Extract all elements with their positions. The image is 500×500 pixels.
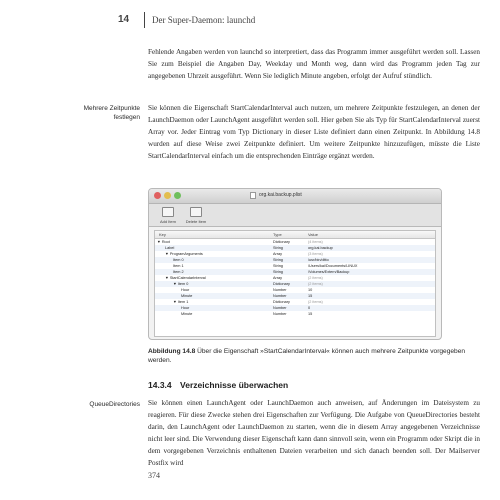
row-value-cell[interactable]: /usr/bin/ditto (308, 258, 329, 262)
row-type-cell[interactable]: Number (273, 288, 287, 292)
paragraph-1: Fehlende Angaben werden von launchd so interpretiert, dass das Programm immer ausgeführt werden soll. Lassen Sie zum Beispiel die Angaben Day, Weekday und Month weg, dann wird das Programm jeden Tag zur angegebenen Uhrzeit ausgeführt. Wenn Sie lediglich Minute angeben, erfolgt der Aufruf stündlich. (148, 48, 480, 80)
row-key-cell[interactable]: ▼ ProgramArguments (165, 252, 203, 256)
window-toolbar (149, 204, 441, 227)
row-type-cell[interactable]: Number (273, 294, 287, 298)
row-key-cell[interactable]: Item 2 (173, 270, 184, 274)
row-key-cell[interactable]: Label (165, 246, 175, 250)
row-value-cell[interactable]: (4 items) (308, 240, 323, 244)
property-list-editor-window (148, 188, 442, 340)
row-key-cell[interactable]: Minute (181, 294, 193, 298)
row-key-cell[interactable]: ▼ Item 0 (173, 282, 189, 286)
header-page-number: 14 (118, 14, 130, 25)
row-value-cell[interactable]: /Users/kai/Documents/LINUX (308, 264, 358, 268)
row-type-cell[interactable]: String (273, 258, 283, 262)
section-title: Verzeichnisse überwachen (180, 380, 289, 390)
row-value-cell[interactable]: (2 items) (308, 276, 323, 280)
row-key-cell[interactable]: Minute (181, 312, 193, 316)
paragraph-3: Sie können einen LaunchAgent oder LaunchDaemon auch anweisen, auf Änderungen im Dateisystem zu reagieren. Für diese Zwecke stehen drei Eigenschaften zur Verfügung. Die Aufgabe von QueueDirectories besteht darin, den LaunchAgent oder LaunchDaemon zu starten, wenn die in diesem Array angegebenen Verzeichnisse nicht leer sind. Die Verwendung dieser Eigenschaft kann dann sinnvoll sein, wenn ein Programm oder Skript die in dem vorgegebenen Verzeichnis enthaltenen Dateien verarbeiten und sich danach beenden soll. Der Mailserver Postfix wird (148, 399, 480, 467)
window-title: org.kai.backup.plist (259, 192, 302, 198)
running-header (118, 12, 478, 28)
delete-item-button[interactable] (183, 207, 209, 224)
row-type-cell[interactable]: Number (273, 312, 287, 316)
paragraph-2: Sie können die Eigenschaft StartCalendarInterval auch nutzen, um mehrere Zeitpunkte festzulegen, an denen der LaunchDaemon oder LaunchAgent ausgeführt werden soll. Hier geben Sie als Typ für StartCalendarInterval zuerst Array vor. Jeder Eintrag vom Typ Dictionary in dieser Liste definiert dann einen Zeitpunkt. In Abbildung 14.8 wurden auf diese Weise zwei Zeitpunkte definiert. Um weitere Zeitpunkte hinzuzufügen, müsste die Liste StartCalendarInterval einfach um die entsprechenden Einträge ergänzt werden. (148, 104, 480, 160)
row-type-cell[interactable]: Dictionary (273, 282, 290, 286)
header-chapter-title: Der Super-Daemon: launchd (152, 15, 256, 25)
row-value-cell[interactable]: 15 (308, 294, 313, 298)
add-item-label: Add Item (159, 219, 176, 224)
row-value-cell[interactable]: 10 (308, 288, 313, 292)
header-divider (144, 12, 145, 28)
row-key-cell[interactable]: Hour (181, 288, 190, 292)
section-number: 14.3.4 (148, 380, 172, 390)
margin-note-multiple-times: Mehrere Zeitpunkte festlegen (83, 105, 140, 121)
row-key-cell[interactable]: Item 1 (173, 264, 184, 268)
row-value-cell[interactable]: org.kai.backup (308, 246, 333, 250)
figure-caption (148, 347, 480, 365)
row-type-cell[interactable]: Number (273, 306, 287, 310)
section-heading (148, 380, 288, 390)
minimize-window-icon[interactable] (164, 192, 171, 199)
add-item-button[interactable] (155, 207, 181, 224)
row-type-cell[interactable]: Dictionary (273, 240, 290, 244)
row-key-cell[interactable]: Item 0 (173, 258, 184, 262)
delete-item-label: Delete Item (185, 219, 207, 224)
row-value-cell[interactable]: (2 items) (308, 282, 323, 286)
caption-text: Über die Eigenschaft »StartCalendarInterval« können auch mehrere Zeitpunkte vorgegeben werden. (148, 348, 466, 364)
zoom-window-icon[interactable] (174, 192, 181, 199)
footer-page-number: 374 (148, 471, 160, 480)
row-type-cell[interactable]: Array (273, 252, 283, 256)
delete-item-icon (190, 207, 202, 217)
row-key-cell[interactable]: ▼ Item 1 (173, 300, 189, 304)
row-key-cell[interactable]: ▼ Root (157, 240, 170, 244)
row-type-cell[interactable]: String (273, 246, 283, 250)
row-key-cell[interactable]: ▼ StartCalendarInterval (165, 276, 206, 280)
add-item-icon (162, 207, 174, 217)
close-window-icon[interactable] (154, 192, 161, 199)
row-value-cell[interactable]: /Volumes/Extern/Backup (308, 270, 350, 274)
row-value-cell[interactable]: 0 (308, 306, 311, 310)
plist-table (154, 230, 436, 337)
row-type-cell[interactable]: String (273, 264, 283, 268)
row-value-cell[interactable]: (2 items) (308, 300, 323, 304)
table-row[interactable] (155, 311, 435, 317)
row-value-cell[interactable]: (3 items) (308, 252, 323, 256)
row-type-cell[interactable]: String (273, 270, 283, 274)
column-header-key[interactable]: Key (159, 232, 166, 237)
caption-label: Abbildung 14.8 (148, 348, 196, 355)
plist-file-icon (250, 192, 256, 199)
row-type-cell[interactable]: Array (273, 276, 283, 280)
window-titlebar (149, 189, 441, 204)
row-key-cell[interactable]: Hour (181, 306, 190, 310)
column-header-type[interactable]: Type (273, 232, 282, 237)
row-value-cell[interactable]: 15 (308, 312, 313, 316)
column-header-value[interactable]: Value (308, 232, 318, 237)
row-type-cell[interactable]: Dictionary (273, 300, 290, 304)
margin-note-queue-directories: QueueDirectories (89, 401, 140, 408)
table-header (155, 231, 435, 239)
